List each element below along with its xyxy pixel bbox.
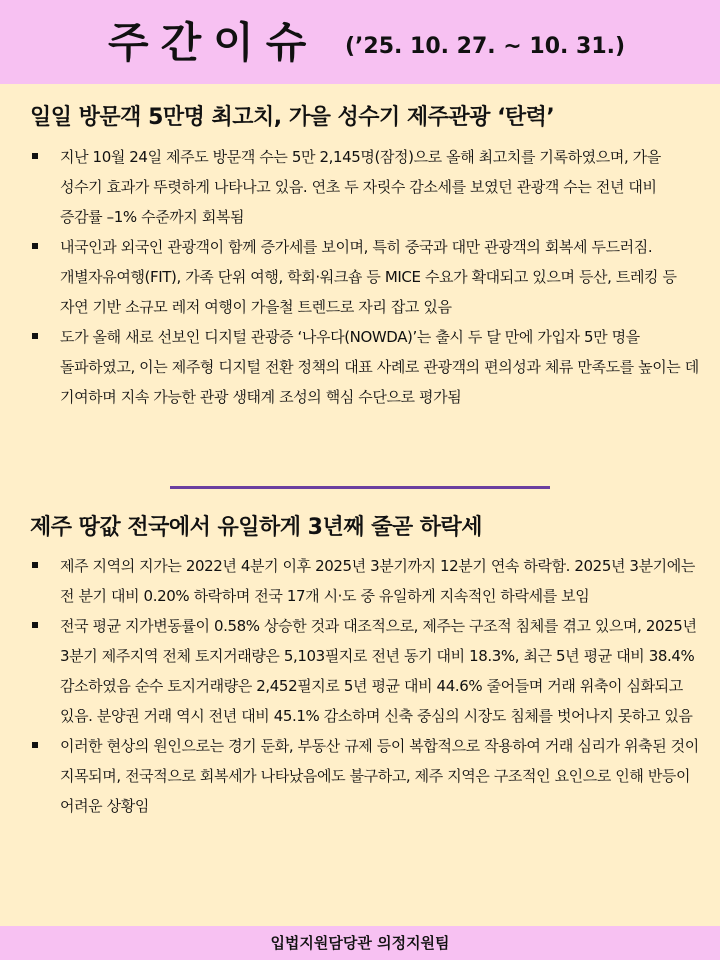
page-title: 주간이슈 xyxy=(108,18,319,67)
list-item xyxy=(30,322,700,412)
date-range: (’25. 10. 27. ~ 10. 31.) xyxy=(345,34,626,59)
footer-text: 입법지원담당관 의정지원팀 xyxy=(270,934,450,952)
bullet-text: 지난 10월 24일 제주도 방문객 수는 5만 2,145명(잠정)으로 올해 최고치를 기록하였으며, 가을 성수기 효과가 뚜렷하게 나타나고 있음. 연초 두 자릿수 감소세를 보였던 관광객 수는 전년 대비 증감률 –1% 수준까지 회복됨 xyxy=(60,148,661,226)
square-bullet-icon xyxy=(32,622,38,628)
footer-banner xyxy=(0,926,720,960)
square-bullet-icon xyxy=(32,153,38,159)
section-divider xyxy=(170,486,550,489)
list-item xyxy=(30,731,700,821)
list-item xyxy=(30,551,700,611)
bullet-text: 전국 평균 지가변동률이 0.58% 상승한 것과 대조적으로, 제주는 구조적 침체를 겪고 있으며, 2025년 3분기 제주지역 전체 토지거래량은 5,103필지로 전년 동기 대비 18.3%, 최근 5년 평균 대비 38.4% 감소하였음 순수 토지거래량은 2,452필지로 5년 평균 대비 44.6% 줄어들며 거래 위축이 심화되고 있음. 분양권 거래 역시 전년 대비 45.1% 감소하며 신축 중심의 시장도 침체를 벗어나지 못하고 있음 xyxy=(60,617,697,725)
list-item xyxy=(30,611,700,731)
bullet-text: 이러한 현상의 원인으로는 경기 둔화, 부동산 규제 등이 복합적으로 작용하여 거래 심리가 위축된 것이 지목되며, 전국적으로 회복세가 나타났음에도 불구하고, 제주 지역은 구조적인 요인으로 인해 반등이 어려운 상황임 xyxy=(60,737,699,815)
square-bullet-icon xyxy=(32,562,38,568)
list-item xyxy=(30,232,700,322)
section-title-land-price: 제주 땅값 전국에서 유일하게 3년째 줄곧 하락세 xyxy=(30,515,483,540)
list-item xyxy=(30,142,700,232)
bullet-list-tourism xyxy=(30,142,700,412)
square-bullet-icon xyxy=(32,742,38,748)
bullet-text: 도가 올해 새로 선보인 디지털 관광증 ‘나우다(NOWDA)’는 출시 두 달 만에 가입자 5만 명을 돌파하였고, 이는 제주형 디지털 전환 정책의 대표 사례로 관광객의 편의성과 체류 만족도를 높이는 데 기여하며 지속 가능한 관광 생태계 조성의 핵심 수단으로 평가됨 xyxy=(60,328,699,406)
square-bullet-icon xyxy=(32,333,38,339)
bullet-list-land-price xyxy=(30,551,700,821)
square-bullet-icon xyxy=(32,243,38,249)
section-title-tourism: 일일 방문객 5만명 최고치, 가을 성수기 제주관광 ‘탄력’ xyxy=(30,105,555,130)
bullet-text: 내국인과 외국인 관광객이 함께 증가세를 보이며, 특히 중국과 대만 관광객의 회복세 두드러짐. 개별자유여행(FIT), 가족 단위 여행, 학회·워크숍 등 MICE 수요가 확대되고 있으며 등산, 트레킹 등 자연 기반 소규모 레저 여행이 가을철 트렌드로 자리 잡고 있음 xyxy=(60,238,677,316)
bullet-text: 제주 지역의 지가는 2022년 4분기 이후 2025년 3분기까지 12분기 연속 하락함. 2025년 3분기에는 전 분기 대비 0.20% 하락하며 전국 17개 시·도 중 유일하게 지속적인 하락세를 보임 xyxy=(60,557,695,605)
header-banner xyxy=(0,0,720,84)
